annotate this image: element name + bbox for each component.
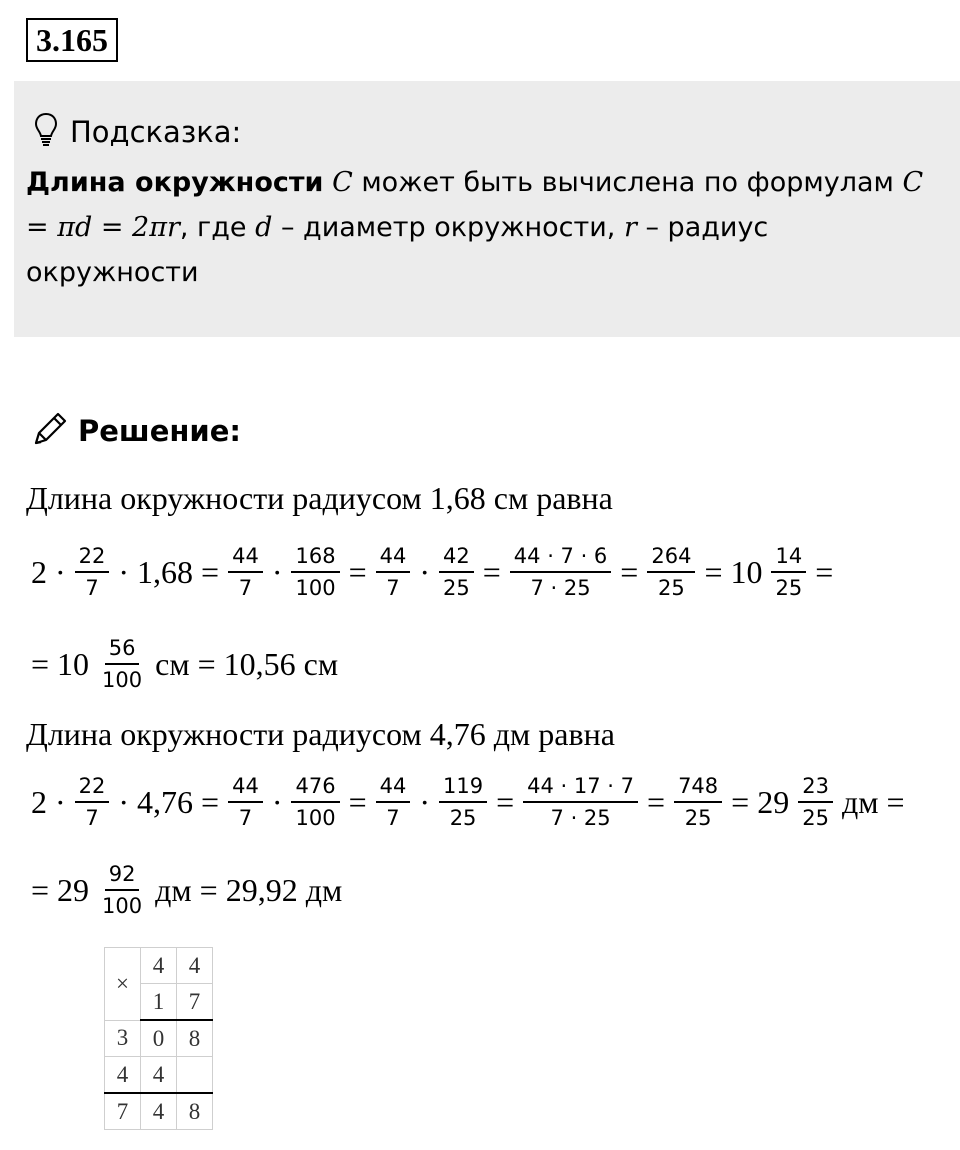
eq-token: = [348, 553, 367, 590]
fraction: $\frac{14}{25}$ [771, 544, 806, 600]
fraction: $\frac{42}{25}$ [439, 544, 474, 600]
eq-token: · [419, 783, 431, 820]
eq-token: · 1,68 = [118, 553, 220, 590]
fraction: $\frac{168}{100}$ [291, 544, 339, 600]
fraction: $\frac{748}{25}$ [674, 774, 722, 830]
hint-text [26, 160, 946, 295]
eq-token: 2 · [31, 783, 66, 820]
eq-token: = 10 [704, 553, 763, 590]
eq-token: см = 10,56 см [155, 645, 339, 682]
digit-cell: 8 [177, 1093, 213, 1130]
eq-token: = [496, 783, 515, 820]
fraction: $\frac{44}{7}$ [228, 774, 263, 830]
fraction: $\frac{22}{7}$ [75, 544, 110, 600]
digit-cell: 8 [177, 1020, 213, 1057]
part1-equation-1 [26, 544, 838, 600]
multiplication-table [104, 947, 213, 1130]
hint-text-2: , где [179, 212, 256, 243]
digit-cell [177, 1057, 213, 1094]
hint-title: Подсказка: [70, 115, 242, 149]
fraction: $\frac{44 \cdot 17 \cdot 7}{7 \cdot 25}$ [523, 774, 638, 830]
digit-cell: 3 [105, 1020, 141, 1057]
digit-cell: 0 [141, 1020, 177, 1057]
multiply-sign: × [105, 948, 141, 1021]
solution-header [30, 408, 241, 454]
digit-cell: 7 [105, 1093, 141, 1130]
hint-text-1: может быть вычислена по формулам [352, 167, 894, 198]
hint-bold-term: Длина окружности [26, 167, 324, 198]
part2-text: Длина окружности радиусом 4,76 дм равна [26, 716, 615, 752]
eq-token: 2 · [31, 553, 66, 590]
digit-cell: 4 [141, 948, 177, 984]
hint-var-c: C [332, 167, 353, 198]
fraction: $\frac{44}{7}$ [228, 544, 263, 600]
task-number: 3.165 [26, 18, 118, 62]
digit-cell: 4 [141, 1093, 177, 1130]
digit-cell: 4 [141, 1057, 177, 1094]
eq-token: дм = [841, 783, 905, 820]
eq-token: · 4,76 = [118, 783, 220, 820]
hint-header [34, 112, 241, 152]
eq-token: = [620, 553, 639, 590]
digit-cell: 4 [177, 948, 213, 984]
fraction: $\frac{476}{100}$ [291, 774, 339, 830]
fraction: $\frac{119}{25}$ [439, 774, 487, 830]
pencil-icon [30, 409, 70, 454]
fraction: $\frac{22}{7}$ [75, 774, 110, 830]
eq-token: = 10 [31, 645, 90, 682]
eq-token: = [348, 783, 367, 820]
hint-formula: C = πd = 2πr [26, 167, 924, 243]
digit-cell: 1 [141, 984, 177, 1021]
eq-token: дм = 29,92 дм [155, 871, 343, 908]
hint-var-d: d [255, 212, 273, 243]
fraction: $\frac{44 \cdot 7 \cdot 6}{7 \cdot 25}$ [510, 544, 612, 600]
eq-token: = 29 [31, 871, 90, 908]
eq-token: = [815, 553, 834, 590]
part1-text: Длина окружности радиусом 1,68 см равна [26, 480, 613, 516]
fraction: $\frac{56}{100}$ [102, 636, 143, 693]
eq-token: · [271, 783, 283, 820]
part2-equation-2 [26, 862, 347, 918]
fraction: $\frac{92}{100}$ [102, 862, 143, 919]
fraction: $\frac{44}{7}$ [376, 774, 411, 830]
solution-title: Решение: [78, 414, 242, 448]
eq-token: = [647, 783, 666, 820]
eq-token: = [482, 553, 501, 590]
lightbulb-icon [34, 112, 58, 153]
hint-text-3: – диаметр окружности, [272, 212, 624, 243]
digit-cell: 4 [105, 1057, 141, 1094]
hint-var-r: r [623, 212, 637, 243]
fraction: $\frac{23}{25}$ [798, 774, 833, 830]
digit-cell: 7 [177, 984, 213, 1021]
fraction: $\frac{44}{7}$ [376, 544, 411, 600]
eq-token: = 29 [731, 783, 790, 820]
eq-token: · [271, 553, 283, 590]
part1-equation-2 [26, 636, 343, 692]
part2-equation-1 [26, 774, 910, 830]
hint-text-4: – радиус окружности [26, 212, 769, 288]
eq-token: · [419, 553, 431, 590]
fraction: $\frac{264}{25}$ [647, 544, 695, 600]
